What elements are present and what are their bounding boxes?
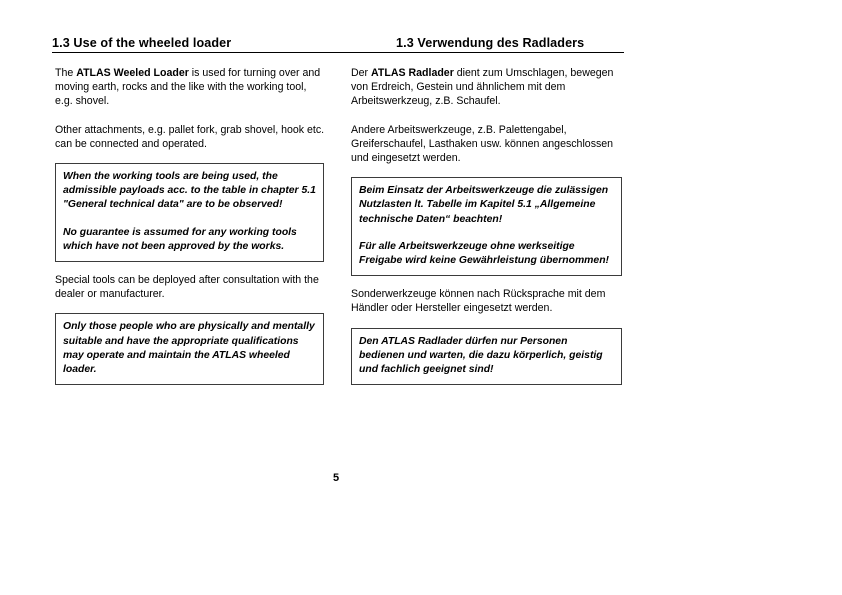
section-title-english: 1.3 Use of the wheeled loader xyxy=(52,36,232,50)
product-name-english: ATLAS Weeled Loader xyxy=(76,67,189,79)
section-header-left xyxy=(52,36,342,53)
paragraph-english-2: Other attachments, e.g. pallet fork, grab shovel, hook etc. can be connected and operated. xyxy=(55,123,325,150)
content-column-english xyxy=(55,66,327,396)
warning-box-english-1 xyxy=(55,163,324,262)
section-header-right xyxy=(342,36,624,53)
section-title-german: 1.3 Verwendung des Radladers xyxy=(396,36,585,50)
product-name-german: ATLAS Radlader xyxy=(371,67,454,79)
paragraph-german-1-rest: dient zum Umschlagen, bewegen von Erdreich, Gestein und ähnlichem mit dem Arbeitswerkzeug, z.B. Schaufel. xyxy=(351,67,614,108)
warning-box-german-1-line-2: Für alle Arbeitswerkzeuge ohne werkseitige Freigabe wird keine Gewährleistung übernommen! xyxy=(359,240,610,267)
warning-box-english-2-line-1: Only those people who are physically and mentally suitable and have the appropriate qualifications may operate and maintain the ATLAS wheeled loader. xyxy=(63,321,315,376)
paragraph-german-2: Andere Arbeitswerkzeuge, z.B. Palettengabel, Greiferschaufel, Lasthaken usw. können angeschlossen und eingesetzt werden. xyxy=(351,123,614,165)
warning-box-english-1-line-2: No guarantee is assumed for any working tools which have not been approved by the works. xyxy=(63,226,297,252)
warning-box-german-2 xyxy=(351,328,622,386)
paragraph-english-1 xyxy=(55,66,327,109)
page-number: 5 xyxy=(332,472,340,484)
section-header-row xyxy=(52,36,624,53)
warning-box-german-1-line-1: Beim Einsatz der Arbeitswerkzeuge die zulässigen Nutzlasten lt. Tabelle im Kapitel 5.1 „Allgemeine technische Daten“ beachten! xyxy=(359,185,609,225)
paragraph-german-3: Sonderwerkzeuge können nach Rücksprache mit dem Händler oder Hersteller eingesetzt werden. xyxy=(351,288,606,315)
paragraph-english-1-prefix: The xyxy=(55,67,77,79)
warning-box-english-1-line-1: When the working tools are being used, the admissible payloads acc. to the table in chapter 5.1 "General technical data" are to be observed! xyxy=(63,171,316,211)
warning-box-german-2-line-1: Den ATLAS Radlader dürfen nur Personen bedienen und warten, die dazu körperlich, geistig und fachlich geeignet sind! xyxy=(359,335,603,376)
paragraph-german-1 xyxy=(351,66,623,109)
warning-box-english-2 xyxy=(55,313,324,385)
paragraph-english-3: Special tools can be deployed after consultation with the dealer or manufacturer. xyxy=(55,274,319,301)
warning-box-german-1 xyxy=(351,177,622,276)
content-column-german xyxy=(351,66,623,396)
paragraph-english-1-rest: is used for turning over and moving earth, rocks and the like with the working tool, e.g. shovel. xyxy=(55,67,321,108)
paragraph-german-1-prefix: Der xyxy=(351,67,372,79)
